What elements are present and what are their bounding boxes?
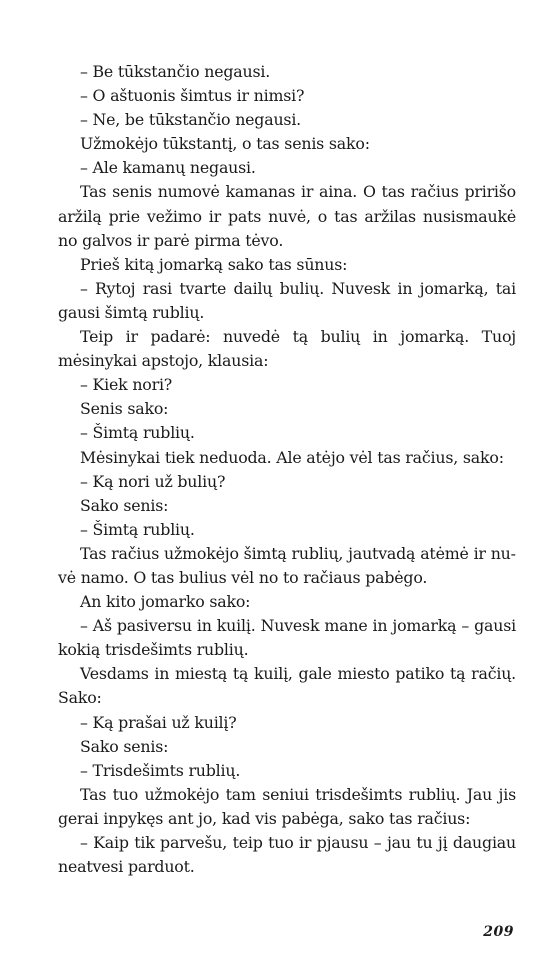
paragraph: Teip ir padarė: nuvedė tą bulių in jomarką. Tuoj mėsinykai apstojo, klausia: <box>58 327 516 371</box>
paragraph: – Ale kamanų negausi. <box>80 158 256 178</box>
paragraph: Sako senis: <box>80 495 169 515</box>
paragraph: – Šimtą rublių. <box>80 423 195 443</box>
paragraph: – Be tūkstančio negausi. <box>80 62 271 81</box>
page-body-text <box>58 60 516 879</box>
page-number: 209 <box>483 924 514 940</box>
paragraph: Tas račius užmokėjo šimtą rublių, jautvadą atėmė ir nuvė namo. O tas bulius vėl no to račiaus pabėgo. <box>58 543 516 587</box>
paragraph: Prieš kitą jomarką sako tas sūnus: <box>80 254 348 274</box>
paragraph: – Ką nori už bulių? <box>80 471 226 491</box>
paragraph: – Kiek nori? <box>80 375 173 395</box>
paragraph: Tas senis numovė kamanas ir aina. O tas račius pririšo aržilą prie vežimo ir pats nuvė, o tas aržilas nusismaukė no galvos ir parė pirma tėvo. <box>58 182 516 250</box>
paragraph: Vesdams in miestą tą kuilį, gale miesto patiko tą račių. Sako: <box>58 664 516 708</box>
paragraph: – Rytoj rasi tvarte dailų bulių. Nuvesk in jomarką, tai gausi šimtą rublių. <box>58 278 516 322</box>
paragraph: An kito jomarko sako: <box>80 592 251 612</box>
paragraph: – Aš pasiversu in kuilį. Nuvesk mane in jomarką – gausi kokią trisdešimts rublių. <box>58 616 516 660</box>
paragraph: Mėsinykai tiek neduoda. Ale atėjo vėl tas račius, sako: <box>80 447 504 467</box>
paragraph: – Ką prašai už kuilį? <box>80 712 237 732</box>
paragraph: – Ne, be tūkstančio negausi. <box>80 110 301 130</box>
paragraph: – Šimtą rublių. <box>80 519 195 539</box>
paragraph: – Kaip tik parvešu, teip tuo ir pjausu – jau tu jį daugiau neatvesi parduot. <box>58 833 516 877</box>
paragraph: Senis sako: <box>80 399 169 419</box>
paragraph: Tas tuo užmokėjo tam seniui trisdešimts rublių. Jau jis gerai inpykęs ant jo, kad vis pabėga, sako tas račius: <box>58 784 516 828</box>
paragraph: – O aštuonis šimtus ir nimsi? <box>80 86 305 106</box>
paragraph: – Trisdešimts rublių. <box>80 760 241 780</box>
paragraph: Sako senis: <box>80 736 169 756</box>
paragraph: Užmokėjo tūkstantį, o tas senis sako: <box>80 134 370 154</box>
